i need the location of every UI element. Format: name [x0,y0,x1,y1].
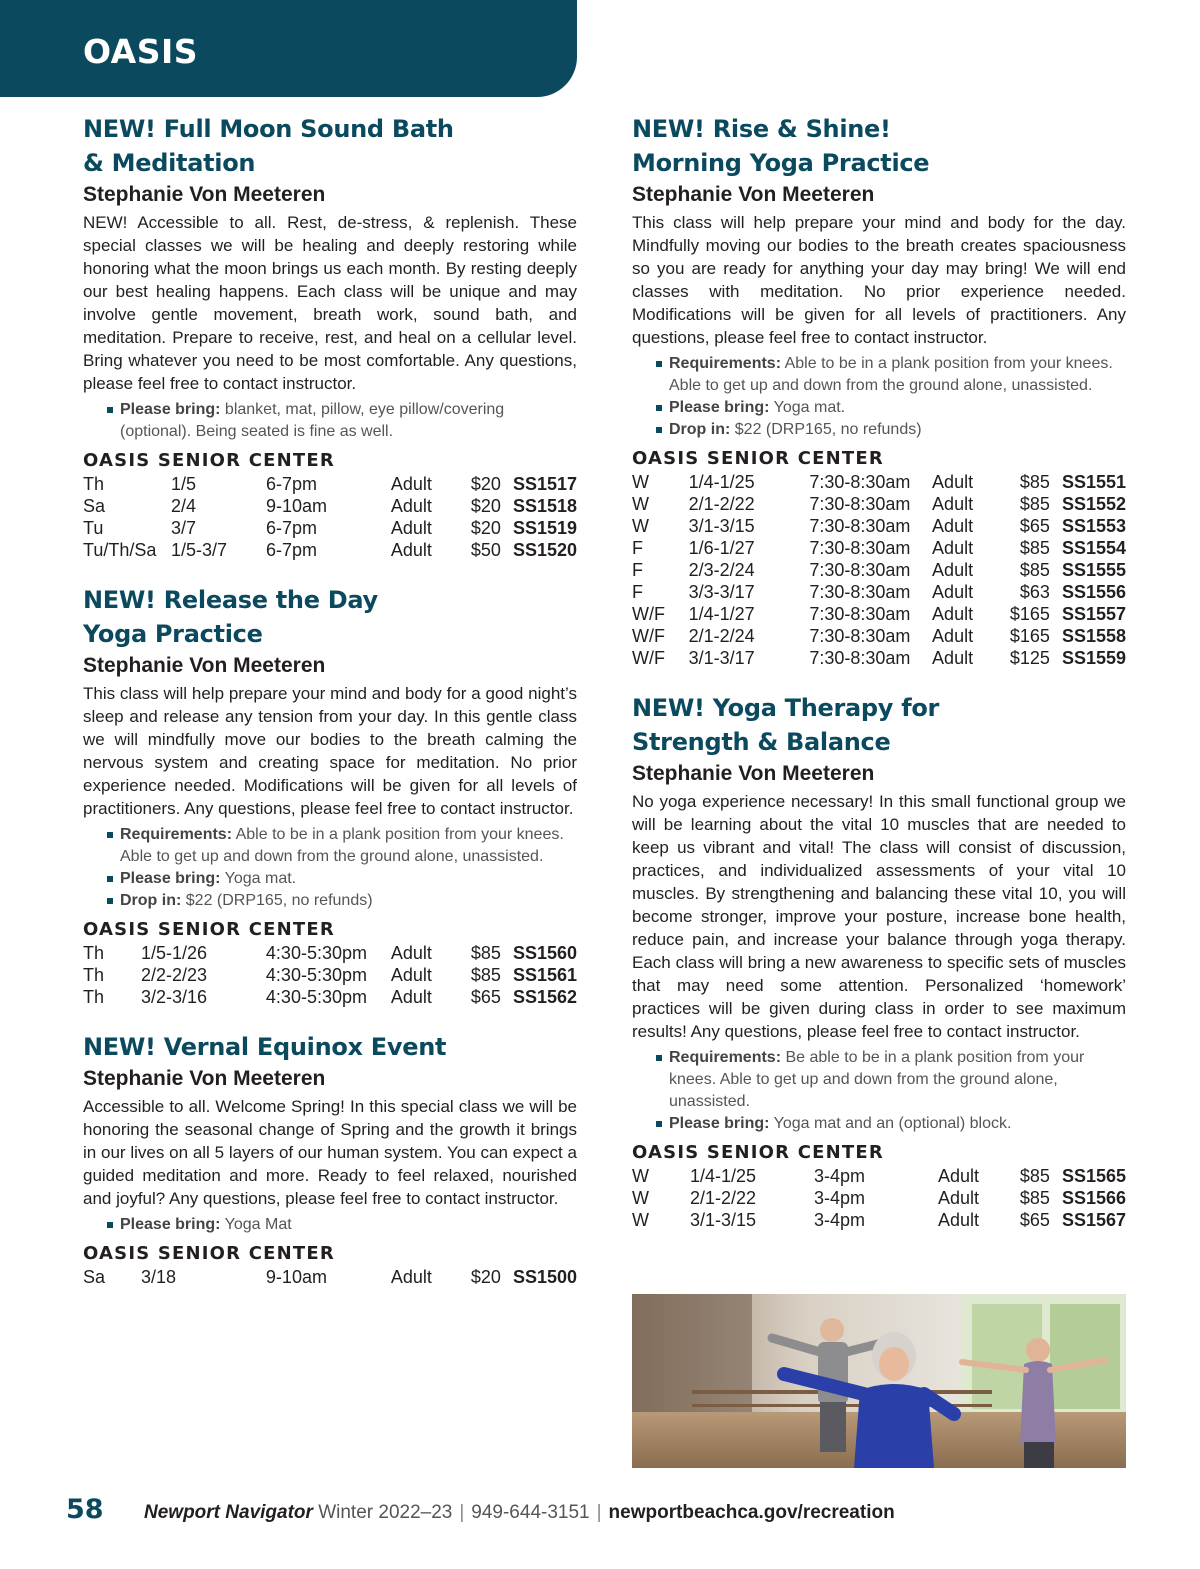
schedule-time: 6-7pm [265,474,317,494]
schedule-code[interactable]: SS1518 [512,496,577,516]
class-section [83,1030,577,1288]
class-section [83,583,577,1008]
schedule-dates: 2/3-2/24 [688,560,755,580]
schedule-table [632,1165,1126,1231]
schedule-age: Adult [390,965,432,985]
schedule-time: 7:30-8:30am [809,538,911,558]
photo-illustration [632,1294,1126,1468]
instructor-name: Stephanie Von Meeteren [632,762,875,785]
schedule-time: 4:30-5:30pm [265,943,367,963]
schedule-row [632,1165,1126,1187]
schedule-code[interactable]: SS1553 [1061,516,1126,536]
schedule-day: W [632,516,649,536]
schedule-price: $65 [1019,516,1050,536]
yoga-class-photo [632,1294,1126,1468]
schedule-age: Adult [390,474,432,494]
schedule-dates: 1/5-1/26 [140,943,208,963]
square-bullet-icon [107,898,113,904]
schedule-row [83,986,577,1008]
schedule-code[interactable]: SS1555 [1061,560,1126,580]
schedule-age: Adult [932,604,974,624]
schedule-day: F [632,582,643,602]
schedule-age: Adult [932,538,974,558]
schedule-code[interactable]: SS1560 [512,943,577,963]
class-title-line: & Meditation [83,149,256,177]
venue-heading: OASIS SENIOR CENTER [83,919,335,940]
schedule-day: F [632,538,643,558]
schedule-dates: 3/7 [170,518,197,538]
detail-label: Requirements: [669,1049,782,1066]
schedule-day: W [632,472,649,492]
schedule-age: Adult [932,648,974,668]
schedule-code[interactable]: SS1566 [1061,1188,1126,1208]
page-number: 58 [66,1494,104,1525]
schedule-code[interactable]: SS1565 [1061,1166,1126,1186]
schedule-age: Adult [390,496,432,516]
class-description: No yoga experience necessary! In this small functional group we will be learning about the vital 10 muscles that are needed to keep us vibrant and vital! The class will consist of discussion, practices, and individualized assessments of your vital 10 muscles. By strengthening and balancing these vital 10, you will become stronger, improve your posture, increase bone health, reduce pain, and increase your balance through yoga therapy. Each class will bring a new awareness to specific sets of muscles that may need some attention. Personalized ‘homework’ practices will be given during class in order to see maximum results! Any questions, please feel free to contact instructor. [632,792,1126,1041]
schedule-price: $65 [1019,1210,1050,1230]
schedule-dates: 3/3-3/17 [688,582,755,602]
detail-text: Able to be in a plank position from your knees. Able to get up and down from the ground alone, unassisted. [120,826,564,865]
detail-label: Requirements: [120,826,233,843]
square-bullet-icon [656,361,662,367]
instructor-name: Stephanie Von Meeteren [83,183,326,206]
class-title [632,691,1126,759]
schedule-day: Tu [83,518,104,538]
schedule-day: W/F [632,604,665,624]
class-title-line: NEW! Full Moon Sound Bath [83,115,454,143]
schedule-age: Adult [390,943,432,963]
schedule-dates: 1/4-1/25 [688,472,755,492]
schedule-table [83,942,577,1008]
schedule-price: $50 [470,540,501,560]
schedule-day: Sa [83,1267,106,1287]
schedule-age: Adult [938,1166,980,1186]
schedule-row [83,1266,577,1288]
square-bullet-icon [656,1121,662,1127]
class-description: This class will help prepare your mind and body for the day. Mindfully moving our bodies to the breath creates spaciousness so you are ready for anything your day may bring! We will end classes with meditation. No prior experience needed. Modifications will be given for all levels of practitioners. Any questions, please feel free to contact instructor. [632,213,1126,347]
schedule-dates: 3/1-3/15 [688,516,755,536]
left-column [83,112,577,1310]
schedule-time: 7:30-8:30am [809,648,911,668]
schedule-code[interactable]: SS1551 [1061,472,1126,492]
square-bullet-icon [107,1222,113,1228]
detail-text: Yoga Mat [220,1216,292,1233]
schedule-price: $85 [1019,1166,1050,1186]
schedule-code[interactable]: SS1558 [1061,626,1126,646]
schedule-row [632,1187,1126,1209]
class-title [83,583,577,651]
venue-heading: OASIS SENIOR CENTER [83,450,335,471]
schedule-age: Adult [932,516,974,536]
schedule-dates: 3/18 [140,1267,177,1287]
schedule-price: $85 [470,943,501,963]
schedule-age: Adult [932,582,974,602]
schedule-time: 7:30-8:30am [809,494,911,514]
schedule-time: 6-7pm [265,518,317,538]
schedule-price: $165 [1009,604,1050,624]
schedule-row [632,493,1126,515]
schedule-price: $20 [470,496,501,516]
schedule-code[interactable]: SS1519 [512,518,577,538]
schedule-dates: 2/1-2/24 [688,626,755,646]
schedule-price: $85 [1019,560,1050,580]
detail-label: Please bring: [120,401,221,418]
schedule-dates: 1/5-3/7 [170,540,228,560]
schedule-dates: 2/1-2/22 [690,1188,757,1208]
schedule-price: $20 [470,474,501,494]
detail-label: Requirements: [669,355,782,372]
detail-text: blanket, mat, pillow, eye pillow/covering (optional). Being seated is fine as well. [120,401,505,440]
schedule-code[interactable]: SS1554 [1061,538,1126,558]
class-detail-item [656,419,1126,441]
class-title-line: Yoga Practice [83,620,263,648]
schedule-price: $20 [470,518,501,538]
detail-text: Be able to be in a plank position from your knees. Able to get up and down from the ground alone, unassisted. [669,1049,1085,1110]
footer-text [144,1502,895,1524]
schedule-dates: 3/1-3/17 [688,648,755,668]
schedule-age: Adult [390,987,432,1007]
schedule-age: Adult [932,472,974,492]
schedule-price: $20 [470,1267,501,1287]
schedule-price: $125 [1009,648,1050,668]
schedule-row [632,581,1126,603]
schedule-code[interactable]: SS1556 [1061,582,1126,602]
schedule-time: 9-10am [265,496,327,516]
schedule-price: $85 [470,965,501,985]
class-title-line: Strength & Balance [632,728,891,756]
schedule-row [632,471,1126,493]
schedule-day: W [632,1166,649,1186]
schedule-dates: 1/4-1/25 [690,1166,757,1186]
schedule-day: F [632,560,643,580]
detail-text: $22 (DRP165, no refunds) [181,892,373,909]
schedule-time: 4:30-5:30pm [265,987,367,1007]
schedule-row [83,942,577,964]
class-title [83,112,577,180]
schedule-age: Adult [932,626,974,646]
square-bullet-icon [656,405,662,411]
schedule-dates: 3/1-3/15 [690,1210,757,1230]
schedule-row [83,473,577,495]
square-bullet-icon [107,407,113,413]
schedule-code[interactable]: SS1520 [512,540,577,560]
class-detail-item [107,1214,577,1236]
schedule-row [632,559,1126,581]
class-section [632,691,1126,1231]
schedule-time: 7:30-8:30am [809,626,911,646]
page-title: OASIS [83,32,199,71]
class-details-list [656,353,1126,441]
schedule-table [83,473,577,561]
detail-text: Yoga mat and an (optional) block. [769,1115,1012,1132]
schedule-price: $85 [1019,538,1050,558]
edition: Winter 2022–23 [312,1502,453,1523]
venue-heading: OASIS SENIOR CENTER [632,1142,884,1163]
class-details-list [107,399,577,443]
venue-heading: OASIS SENIOR CENTER [83,1243,335,1264]
schedule-price: $65 [470,987,501,1007]
schedule-code[interactable]: SS1567 [1061,1210,1126,1230]
class-title-line: Morning Yoga Practice [632,149,930,177]
schedule-age: Adult [390,518,432,538]
schedule-dates: 1/5 [170,474,197,494]
schedule-row [83,964,577,986]
detail-label: Please bring: [669,399,770,416]
class-detail-item [656,353,1126,397]
schedule-code[interactable]: SS1552 [1061,494,1126,514]
schedule-time: 4:30-5:30pm [265,965,367,985]
detail-text: $22 (DRP165, no refunds) [730,421,922,438]
schedule-row [83,517,577,539]
class-detail-item [656,1047,1126,1113]
schedule-age: Adult [938,1188,980,1208]
schedule-day: Th [83,965,105,985]
schedule-dates: 2/2-2/23 [140,965,208,985]
class-title [632,112,1126,180]
square-bullet-icon [107,832,113,838]
schedule-day: Th [83,474,105,494]
footer-separator: | [596,1502,602,1523]
schedule-row [632,515,1126,537]
square-bullet-icon [656,1055,662,1061]
schedule-table [632,471,1126,669]
schedule-time: 7:30-8:30am [809,472,911,492]
schedule-code[interactable]: SS1557 [1061,604,1126,624]
square-bullet-icon [656,427,662,433]
detail-label: Please bring: [120,870,221,887]
class-detail-item [107,868,577,890]
class-details-list [107,1214,577,1236]
class-description: Accessible to all. Welcome Spring! In this special class we will be honoring the seasonal change of Spring and the growth it brings in our lives on all 5 layers of our human system. You can expect a guided meditation and more. Ready to feel relaxed, nourished and joyful? Any questions, please feel free to contact instructor. [83,1097,577,1208]
schedule-dates: 3/2-3/16 [140,987,208,1007]
schedule-day: Sa [83,496,106,516]
detail-text: Yoga mat. [769,399,846,416]
schedule-day: Th [83,987,105,1007]
detail-label: Drop in: [120,892,182,909]
website-link[interactable]: newportbeachca.gov/recreation [608,1502,895,1523]
footer-separator: | [459,1502,465,1523]
square-bullet-icon [107,876,113,882]
schedule-time: 3-4pm [814,1166,866,1186]
schedule-row [632,647,1126,669]
schedule-table [83,1266,577,1288]
schedule-row [83,539,577,561]
schedule-day: W/F [632,648,665,668]
right-column [632,112,1126,1253]
detail-text: Yoga mat. [220,870,297,887]
schedule-age: Adult [390,540,432,560]
publication-name: Newport Navigator [144,1502,313,1523]
schedule-dates: 1/6-1/27 [688,538,755,558]
schedule-day: W [632,1210,649,1230]
schedule-time: 7:30-8:30am [809,604,911,624]
schedule-row [632,1209,1126,1231]
schedule-dates: 2/4 [170,496,197,516]
schedule-age: Adult [932,560,974,580]
instructor-name: Stephanie Von Meeteren [632,183,875,206]
schedule-time: 7:30-8:30am [809,582,911,602]
phone-number: 949-644-3151 [471,1502,590,1523]
schedule-code[interactable]: SS1562 [512,987,577,1007]
class-detail-item [107,890,577,912]
class-description: This class will help prepare your mind and body for a good night’s sleep and release any tension from your day. In this gentle class we will mindfully move our bodies to the breath calming the nervous system and creating space for meditation. No prior experience needed. Modifications will be given for all levels of practitioners. Any questions, please feel free to contact instructor. [83,684,577,818]
schedule-row [83,495,577,517]
schedule-time: 6-7pm [265,540,317,560]
schedule-day: W [632,1188,649,1208]
schedule-age: Adult [390,1267,432,1287]
class-description: NEW! Accessible to all. Rest, de-stress, & replenish. These special classes we will be healing and deeply restoring while honoring what the moon brings us each month. By resting deeply our best healing happens. Each class will be unique and may involve gentle movement, breath work, sound bath, and meditation. Prepare to receive, rest, and heal on a cellular level. Bring whatever you need to be most comfortable. Any questions, please feel free to contact instructor. [83,213,577,393]
schedule-code[interactable]: SS1561 [512,965,577,985]
schedule-dates: 1/4-1/27 [688,604,755,624]
schedule-day: W/F [632,626,665,646]
detail-label: Please bring: [669,1115,770,1132]
class-title-line: NEW! Release the Day [83,586,378,614]
schedule-row [632,603,1126,625]
class-detail-item [656,397,1126,419]
instructor-name: Stephanie Von Meeteren [83,654,326,677]
schedule-price: $85 [1019,494,1050,514]
class-section [632,112,1126,669]
schedule-time: 3-4pm [814,1210,866,1230]
class-detail-item [107,399,577,443]
venue-heading: OASIS SENIOR CENTER [632,448,884,469]
schedule-day: W [632,494,649,514]
schedule-time: 9-10am [265,1267,327,1287]
schedule-price: $63 [1019,582,1050,602]
schedule-age: Adult [932,494,974,514]
schedule-row [632,537,1126,559]
class-details-list [107,824,577,912]
footer [66,1494,1166,1530]
schedule-code[interactable]: SS1517 [512,474,577,494]
schedule-time: 7:30-8:30am [809,560,911,580]
schedule-dates: 2/1-2/22 [688,494,755,514]
schedule-price: $85 [1019,1188,1050,1208]
class-title-line: NEW! Vernal Equinox Event [83,1033,447,1061]
class-title [83,1030,577,1064]
schedule-time: 3-4pm [814,1188,866,1208]
schedule-time: 7:30-8:30am [809,516,911,536]
schedule-day: Th [83,943,105,963]
class-detail-item [107,824,577,868]
class-title-line: NEW! Yoga Therapy for [632,694,940,722]
detail-text: Able to be in a plank position from your knees. Able to get up and down from the ground alone, unassisted. [669,355,1113,394]
schedule-day: Tu/Th/Sa [83,540,157,560]
class-section [83,112,577,561]
class-detail-item [656,1113,1126,1135]
detail-label: Drop in: [669,421,731,438]
schedule-code[interactable]: SS1500 [512,1267,577,1287]
schedule-code[interactable]: SS1559 [1061,648,1126,668]
schedule-age: Adult [938,1210,980,1230]
detail-label: Please bring: [120,1216,221,1233]
schedule-row [632,625,1126,647]
schedule-price: $85 [1019,472,1050,492]
class-title-line: NEW! Rise & Shine! [632,115,891,143]
schedule-price: $165 [1009,626,1050,646]
class-details-list [656,1047,1126,1135]
instructor-name: Stephanie Von Meeteren [83,1067,326,1090]
